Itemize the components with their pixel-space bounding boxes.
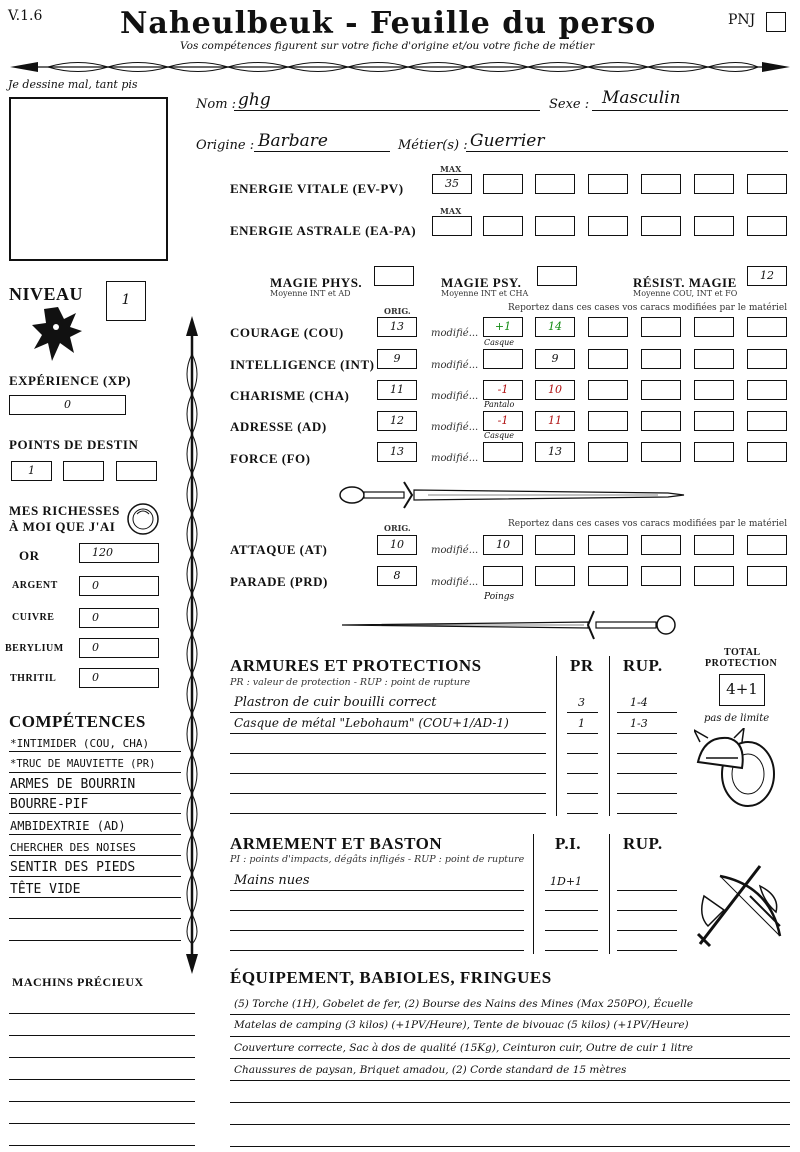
header-spear-ornament — [8, 56, 792, 78]
carac-box4-force[interactable] — [641, 442, 681, 462]
ev-box-2[interactable] — [535, 174, 575, 194]
armure-line-4 — [230, 773, 546, 774]
carac-box3-courage[interactable] — [588, 317, 628, 337]
combat-orig-label: ORIG. — [384, 523, 411, 533]
carac-box4-adresse[interactable] — [641, 411, 681, 431]
cuivre-label: CUIVRE — [12, 612, 55, 623]
machins-line-4 — [9, 1079, 195, 1080]
equipement-title: ÉQUIPEMENT, BABIOLES, FRINGUES — [230, 968, 552, 987]
armure-pr-line-3 — [567, 753, 598, 754]
magie-phys-note: Moyenne INT et AD — [270, 289, 351, 298]
modifie-label-courage: modifié... — [431, 328, 479, 339]
ev-box-6[interactable] — [747, 174, 787, 194]
arme-rup-line-2 — [617, 910, 677, 911]
metier-line — [466, 151, 788, 152]
attaque-box4[interactable] — [641, 535, 681, 555]
carac-mod2-courage[interactable]: 14 — [535, 317, 575, 337]
arme-line-2 — [230, 910, 524, 911]
competence-line-5 — [9, 834, 181, 835]
equipement-rule-7 — [230, 1146, 790, 1147]
competence-line-3 — [9, 793, 181, 794]
origine-line — [254, 151, 390, 152]
arme-name-1[interactable]: Mains nues — [234, 873, 310, 888]
armure-pr-1[interactable]: 3 — [578, 696, 585, 709]
parade-box3[interactable] — [588, 566, 628, 586]
ea-box-3[interactable] — [588, 216, 628, 236]
machins-line-7 — [9, 1145, 195, 1146]
arme-pi-line-2 — [545, 910, 598, 911]
armement-col-divider-1 — [533, 834, 534, 954]
sexe-value[interactable]: Masculin — [602, 88, 681, 108]
version-label: V.1.6 — [8, 8, 43, 24]
richesses-label-2: À MOI QUE J'AI — [9, 519, 116, 534]
modifie-label-intelligence: modifié... — [431, 360, 479, 371]
nom-label: Nom : — [196, 97, 237, 112]
armement-title: ARMEMENT ET BASTON — [230, 834, 443, 853]
carac-box6-force[interactable] — [747, 442, 787, 462]
arme-line-3 — [230, 930, 524, 931]
helmet-shield-icon — [694, 728, 778, 812]
ea-box-4[interactable] — [641, 216, 681, 236]
magie-phys-box[interactable] — [374, 266, 414, 286]
armure-pr-2[interactable]: 1 — [578, 717, 585, 730]
equipement-line-3[interactable]: Couverture correcte, Sac à dos de qualité (15Kg), Ceinturon cuir, Outre de cuir 1 litre — [234, 1042, 693, 1054]
parade-label: PARADE (PRD) — [230, 574, 328, 589]
carac-mod2-intelligence[interactable]: 9 — [535, 349, 575, 369]
magie-phys-label: MAGIE PHYS. — [270, 275, 363, 290]
equipement-rule-4 — [230, 1080, 790, 1081]
carac-mod1-intelligence[interactable] — [483, 349, 523, 369]
carac-box5-adresse[interactable] — [694, 411, 734, 431]
competence-7[interactable]: SENTIR DES PIEDS — [10, 860, 136, 875]
carac-mod2-force[interactable]: 13 — [535, 442, 575, 462]
competence-line-9 — [9, 918, 181, 919]
carac-label-adresse: ADRESSE (AD) — [230, 419, 327, 434]
armure-rup-2[interactable]: 1-3 — [630, 717, 648, 730]
destin-box-1[interactable]: 1 — [11, 461, 52, 481]
competence-line-7 — [9, 876, 181, 877]
carac-box5-force[interactable] — [694, 442, 734, 462]
machins-title: MACHINS PRÉCIEUX — [12, 975, 144, 989]
sword-ornament-2-icon — [338, 608, 688, 642]
arme-pi-line-1 — [545, 890, 598, 891]
armure-rup-line-2 — [617, 733, 677, 734]
carac-caption-courage: Casque — [484, 338, 515, 347]
modifie-label-adresse: modifié... — [431, 422, 479, 433]
armures-col-divider-1 — [556, 656, 557, 816]
competence-line-8 — [9, 897, 181, 898]
parade-caption: Poings — [484, 592, 515, 602]
no-limit-label: pas de limite — [704, 713, 770, 724]
attaque-mod1-box[interactable]: 10 — [483, 535, 523, 555]
or-label: OR — [19, 548, 40, 563]
competence-line-10 — [9, 940, 181, 941]
arme-pi-line-4 — [545, 950, 598, 951]
competence-5[interactable]: AMBIDEXTRIE (AD) — [10, 819, 126, 833]
competence-1[interactable]: *INTIMIDER (COU, CHA) — [10, 737, 150, 750]
portrait-box[interactable] — [9, 97, 168, 261]
attaque-box5[interactable] — [694, 535, 734, 555]
armure-line-2 — [230, 733, 546, 734]
nom-value[interactable]: ghg — [238, 90, 271, 110]
total-protection-box[interactable]: 4+1 — [719, 674, 765, 706]
armure-pr-line-4 — [567, 773, 598, 774]
carac-box3-intelligence[interactable] — [588, 349, 628, 369]
parade-orig-box[interactable]: 8 — [377, 566, 417, 586]
experience-label: EXPÉRIENCE (XP) — [9, 373, 131, 388]
ea-box-5[interactable] — [694, 216, 734, 236]
carac-mod1-charisme[interactable]: -1 — [483, 380, 523, 400]
carac-label-intelligence: INTELLIGENCE (INT) — [230, 357, 375, 372]
machins-line-1 — [9, 1013, 195, 1014]
ea-max-label: MAX — [440, 206, 462, 216]
armement-subtitle: PI : points d'impacts, dégâts infligés - RUP : point de rupture — [230, 854, 525, 865]
armure-pr-line-1 — [567, 712, 598, 713]
destin-box-3[interactable] — [116, 461, 157, 481]
armure-rup-line-6 — [617, 813, 677, 814]
competence-8[interactable]: TÊTE VIDE — [10, 882, 81, 897]
arme-line-1 — [230, 890, 524, 891]
attaque-box6[interactable] — [747, 535, 787, 555]
magie-psy-label: MAGIE PSY. — [441, 275, 522, 290]
destin-label: POINTS DE DESTIN — [9, 437, 139, 452]
ea-box-6[interactable] — [747, 216, 787, 236]
parade-box4[interactable] — [641, 566, 681, 586]
ev-max-label: MAX — [440, 164, 462, 174]
carac-label-courage: COURAGE (COU) — [230, 325, 344, 340]
carac-box5-intelligence[interactable] — [694, 349, 734, 369]
equipement-rule-6 — [230, 1124, 790, 1125]
total-label-2: PROTECTION — [705, 658, 778, 669]
competence-line-1 — [9, 751, 181, 752]
armures-col-divider-2 — [609, 656, 610, 816]
armement-rup-header: RUP. — [623, 834, 663, 853]
arme-rup-line-4 — [617, 950, 677, 951]
carac-caption-adresse: Casque — [484, 431, 515, 440]
armure-rup-1[interactable]: 1-4 — [630, 696, 648, 709]
armement-pi-header: P.I. — [555, 834, 581, 853]
arme-pi-line-3 — [545, 930, 598, 931]
berylium-box[interactable]: 0 — [79, 638, 159, 658]
pnj-checkbox[interactable] — [766, 12, 786, 32]
argent-box[interactable]: 0 — [79, 576, 159, 596]
nom-line — [234, 110, 540, 111]
vertical-spear-ornament — [180, 314, 204, 976]
ev-label: ENERGIE VITALE (EV-PV) — [230, 181, 404, 196]
armures-pr-header: PR — [570, 656, 594, 675]
ea-max-box[interactable] — [432, 216, 472, 236]
machins-line-5 — [9, 1101, 195, 1102]
competence-line-2 — [9, 772, 181, 773]
argent-label: ARGENT — [12, 580, 58, 591]
parade-box2[interactable] — [535, 566, 575, 586]
modifie-label-force: modifié... — [431, 453, 479, 464]
carac-box6-intelligence[interactable] — [747, 349, 787, 369]
niveau-box[interactable]: 1 — [106, 281, 146, 321]
equipement-line-2[interactable]: Matelas de camping (3 kilos) (+1PV/Heure), Tente de bivouac (5 kilos) (+1PV/Heure) — [234, 1019, 689, 1031]
competence-6[interactable]: CHERCHER DES NOISES — [10, 841, 136, 854]
caracs-note: Reportez dans ces cases vos caracs modifiées par le matériel — [508, 303, 788, 313]
parade-mod1-box[interactable] — [483, 566, 523, 586]
sexe-label: Sexe : — [549, 97, 590, 112]
carac-box6-charisme[interactable] — [747, 380, 787, 400]
armure-pr-line-5 — [567, 793, 598, 794]
armure-line-6 — [230, 813, 546, 814]
niveau-label: NIVEAU — [9, 284, 84, 304]
sexe-line — [592, 110, 788, 111]
competences-title: COMPÉTENCES — [9, 712, 146, 731]
carac-box4-courage[interactable] — [641, 317, 681, 337]
or-box[interactable]: 120 — [79, 543, 159, 563]
competence-2[interactable]: *TRUC DE MAUVIETTE (PR) — [10, 758, 156, 770]
machins-line-3 — [9, 1057, 195, 1058]
attaque-label: ATTAQUE (AT) — [230, 542, 328, 557]
ev-max-box[interactable]: 35 — [432, 174, 472, 194]
modifie-label-charisme: modifié... — [431, 391, 479, 402]
attaque-box2[interactable] — [535, 535, 575, 555]
carac-orig-courage[interactable]: 13 — [377, 317, 417, 337]
carac-box6-courage[interactable] — [747, 317, 787, 337]
armure-line-5 — [230, 793, 546, 794]
equipement-rule-2 — [230, 1036, 790, 1037]
carac-caption-charisme: Pantalo — [484, 400, 515, 409]
carac-label-force: FORCE (FO) — [230, 451, 311, 466]
resist-magie-label: RÉSIST. MAGIE — [633, 275, 737, 290]
arme-pi-1[interactable]: 1D+1 — [550, 875, 583, 888]
resist-magie-note: Moyenne COU, INT et FO — [633, 289, 738, 298]
carac-mod1-courage[interactable]: +1 — [483, 317, 523, 337]
attaque-orig-box[interactable]: 10 — [377, 535, 417, 555]
equipement-rule-1 — [230, 1014, 790, 1015]
armures-title: ARMURES ET PROTECTIONS — [230, 656, 482, 675]
ev-box-1[interactable] — [483, 174, 523, 194]
armure-name-1[interactable]: Plastron de cuir bouilli correct — [234, 695, 437, 710]
equipement-rule-3 — [230, 1058, 790, 1059]
armure-rup-line-5 — [617, 793, 677, 794]
resist-magie-box[interactable]: 12 — [747, 266, 787, 286]
total-label-1: TOTAL — [724, 647, 761, 658]
carac-mod1-adresse[interactable]: -1 — [483, 411, 523, 431]
metier-value[interactable]: Guerrier — [470, 131, 545, 151]
attaque-box3[interactable] — [588, 535, 628, 555]
combat-note: Reportez dans ces cases vos caracs modifiées par le matériel — [508, 519, 788, 529]
ea-box-1[interactable] — [483, 216, 523, 236]
carac-box5-charisme[interactable] — [694, 380, 734, 400]
ea-box-2[interactable] — [535, 216, 575, 236]
ev-box-3[interactable] — [588, 174, 628, 194]
carac-box3-charisme[interactable] — [588, 380, 628, 400]
origine-label: Origine : — [196, 138, 255, 153]
armure-pr-line-6 — [567, 813, 598, 814]
armures-subtitle: PR : valeur de protection - RUP : point de rupture — [230, 677, 471, 688]
machins-line-2 — [9, 1035, 195, 1036]
armure-line-3 — [230, 753, 546, 754]
equipement-line-4[interactable]: Chaussures de paysan, Briquet amadou, (2) Corde standard de 15 mètres — [234, 1064, 627, 1076]
armures-rup-header: RUP. — [623, 656, 663, 675]
armure-pr-line-2 — [567, 733, 598, 734]
portrait-caption: Je dessine mal, tant pis — [8, 78, 138, 91]
armure-rup-line-1 — [617, 712, 677, 713]
modifie-label-attaque: modifié... — [431, 545, 479, 556]
modifie-label-parade: modifié... — [431, 577, 479, 588]
carac-label-charisme: CHARISME (CHA) — [230, 388, 350, 403]
caracs-orig-label: ORIG. — [384, 306, 411, 316]
armure-name-2[interactable]: Casque de métal "Lebohaum" (COU+1/AD-1) — [234, 716, 509, 730]
coin-icon — [126, 502, 160, 536]
dragon-icon — [30, 303, 86, 365]
origine-value[interactable]: Barbare — [258, 131, 328, 151]
carac-box6-adresse[interactable] — [747, 411, 787, 431]
cuivre-box[interactable]: 0 — [79, 608, 159, 628]
armement-col-divider-2 — [609, 834, 610, 954]
metier-label: Métier(s) : — [398, 138, 468, 153]
magie-psy-box[interactable] — [537, 266, 577, 286]
parade-box6[interactable] — [747, 566, 787, 586]
competence-4[interactable]: BOURRE-PIF — [10, 797, 89, 812]
carac-mod2-adresse[interactable]: 11 — [535, 411, 575, 431]
parade-box5[interactable] — [694, 566, 734, 586]
armure-line-1 — [230, 712, 546, 713]
carac-orig-charisme[interactable]: 11 — [377, 380, 417, 400]
ev-box-5[interactable] — [694, 174, 734, 194]
ea-label: ENERGIE ASTRALE (EA-PA) — [230, 223, 417, 238]
competence-line-6 — [9, 855, 181, 856]
carac-box4-intelligence[interactable] — [641, 349, 681, 369]
sheet-title: Naheulbeuk - Feuille du perso — [120, 6, 657, 41]
equipement-rule-5 — [230, 1102, 790, 1103]
carac-orig-force[interactable]: 13 — [377, 442, 417, 462]
carac-box3-adresse[interactable] — [588, 411, 628, 431]
armure-rup-line-4 — [617, 773, 677, 774]
equipement-line-1[interactable]: (5) Torche (1H), Gobelet de fer, (2) Bourse des Nains des Mines (Max 250PO), Écuelle — [234, 998, 694, 1010]
thritil-label: THRITIL — [10, 673, 57, 684]
competence-3[interactable]: ARMES DE BOURRIN — [10, 777, 136, 792]
carac-box4-charisme[interactable] — [641, 380, 681, 400]
carac-orig-intelligence[interactable]: 9 — [377, 349, 417, 369]
weapons-icon — [690, 856, 786, 952]
sword-ornament-icon — [338, 480, 688, 510]
carac-orig-adresse[interactable]: 12 — [377, 411, 417, 431]
pnj-label: PNJ — [728, 12, 756, 28]
competence-line-4 — [9, 813, 181, 814]
machins-line-6 — [9, 1123, 195, 1124]
thritil-box[interactable]: 0 — [79, 668, 159, 688]
carac-box5-courage[interactable] — [694, 317, 734, 337]
magie-psy-note: Moyenne INT et CHA — [441, 289, 529, 298]
sheet-subtitle: Vos compétences figurent sur votre fiche d'origine et/ou votre fiche de métier — [180, 40, 595, 52]
arme-line-4 — [230, 950, 524, 951]
armure-rup-line-3 — [617, 753, 677, 754]
richesses-label-1: MES RICHESSES — [9, 503, 120, 518]
arme-rup-line-1 — [617, 890, 677, 891]
arme-rup-line-3 — [617, 930, 677, 931]
carac-mod1-force[interactable] — [483, 442, 523, 462]
berylium-label: BERYLIUM — [5, 643, 64, 654]
carac-mod2-charisme[interactable]: 10 — [535, 380, 575, 400]
carac-box3-force[interactable] — [588, 442, 628, 462]
ev-box-4[interactable] — [641, 174, 681, 194]
destin-box-2[interactable] — [63, 461, 104, 481]
experience-box[interactable]: 0 — [9, 395, 126, 415]
